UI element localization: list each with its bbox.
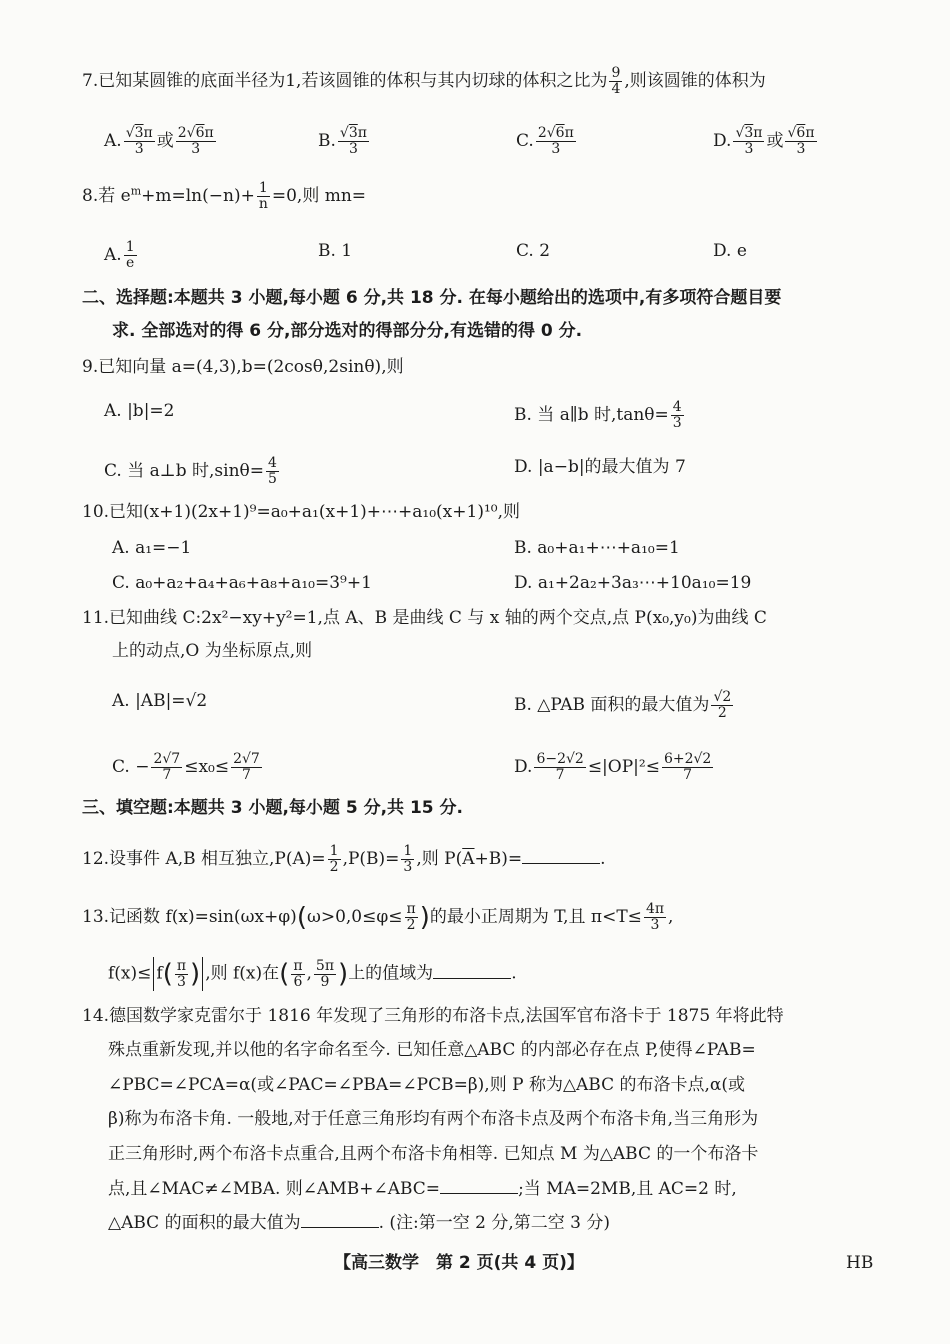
q11-stem-line1: 11.已知曲线 C:2x²−xy+y²=1,点 A、B 是曲线 C 与 x 轴的两个交点,点 P(x₀,y₀)为曲线 C <box>82 608 767 628</box>
q11-option-d: D. $\frac{6-2√2}{7}$ ≤|OP|²≤ $\frac{6+2√2}{7}$ <box>514 751 712 783</box>
q9-option-b: B. 当 a∥b 时,tanθ= $\frac{4}{3}$ <box>514 399 682 431</box>
q7-stem: 7.已知某圆锥的底面半径为1,若该圆锥的体积与其内切球的体积之比为 $\frac{9}{4}$ ,则该圆锥的体积为 <box>82 65 766 97</box>
q12-stem: 12.设事件 A,B 相互独立,P(A)= $\frac{1}{2}$ ,P(B)= $\frac{1}{3}$ ,则 $P(\overline{A}+B)=$ . <box>82 843 606 875</box>
section2-heading-line1: 二、选择题:本题共 3 小题,每小题 6 分,共 18 分. 在每小题给出的选项中,有多项符合题目要 <box>82 288 782 308</box>
q13-answer-blank[interactable] <box>433 962 511 979</box>
q13-line2: f(x)≤ f( $\frac{\pi}{3}$ ) ,则 f(x)在( $\frac{\pi}{6}$ , $\frac{5\pi}{9}$ )上的值域为 . <box>108 957 517 990</box>
q9-option-a: A. |b|=2 <box>104 401 175 421</box>
q14-line5: 正三角形时,两个布洛卡点重合,且两个布洛卡角相等. 已知点 M 为△ABC 的一个布洛卡 <box>108 1144 759 1164</box>
q8-stem: 8.若 $e^m+m=\ln(-n)+$ $\frac{1}{n}$ =0,则 mn= <box>82 180 367 212</box>
q14-line3: ∠PBC=∠PCA=α(或∠PAC=∠PBA=∠PCB=β),则 P 称为△ABC 的布洛卡点,α(或 <box>108 1075 746 1095</box>
q14-line4: β)称为布洛卡角. 一般地,对于任意三角形均有两个布洛卡点及两个布洛卡角,当三角形为 <box>108 1109 759 1129</box>
q10-option-a: A. a₁=−1 <box>112 538 192 558</box>
q14-line6: 点,且∠MAC≠∠MBA. 则∠AMB+∠ABC= ;当 MA=2MB,且 AC=2 时, <box>108 1179 737 1199</box>
q14-line2: 殊点重新发现,并以他的名字命名至今. 已知任意△ABC 的内部必存在点 P,使得∠PAB= <box>108 1040 756 1060</box>
q7-option-b: B. $\frac{√3\pi}{3}$ <box>318 125 367 157</box>
q13-line1: 13.记函数 f(x)=sin(ωx+φ)(ω>0,0≤φ≤ $\frac{\pi}{2}$ )的最小正周期为 T,且 π<T≤ $\frac{4\pi}{3}$ , <box>82 901 674 933</box>
q9-option-d: D. |a−b|的最大值为 7 <box>514 457 686 477</box>
q11-option-c: C. − $\frac{2√7}{7}$ ≤x₀≤ $\frac{2√7}{7}$ <box>112 751 260 783</box>
q11-stem-line2: 上的动点,O 为坐标原点,则 <box>112 641 313 661</box>
q14-answer-blank-2[interactable] <box>301 1211 379 1228</box>
q7-option-c: C. $\frac{2√6\pi}{3}$ <box>516 125 574 157</box>
section2-heading-line2: 求. 全部选对的得 6 分,部分选对的得部分分,有选错的得 0 分. <box>112 321 583 341</box>
q14-line1: 14.德国数学家克雷尔于 1816 年发现了三角形的布洛卡点,法国军官布洛卡于 1875 年将此特 <box>82 1006 784 1026</box>
q8-option-a: A. $\frac{1}{e}$ <box>104 239 135 271</box>
q8-option-c: C. 2 <box>516 241 551 261</box>
q8-option-d: D. e <box>713 241 747 261</box>
q12-answer-blank[interactable] <box>522 847 600 864</box>
q11-option-b: B. △PAB 面积的最大值为 $\frac{√2}{2}$ <box>514 689 732 721</box>
page-footer-label: 【高三数学 第 2 页(共 4 页)】 <box>334 1253 584 1273</box>
q10-stem: 10.已知(x+1)(2x+1)⁹=a₀+a₁(x+1)+⋯+a₁₀(x+1)¹⁰,则 <box>82 502 520 522</box>
q7-option-d: D. $\frac{√3\pi}{3}$ 或 $\frac{√6\pi}{3}$ <box>713 125 815 157</box>
q10-option-b: B. a₀+a₁+⋯+a₁₀=1 <box>514 538 680 558</box>
q10-option-d: D. a₁+2a₂+3a₃⋯+10a₁₀=19 <box>514 573 752 593</box>
page-footer-code: HB <box>846 1253 874 1273</box>
q10-option-c: C. a₀+a₂+a₄+a₆+a₈+a₁₀=3⁹+1 <box>112 573 372 593</box>
section3-heading: 三、填空题:本题共 3 小题,每小题 5 分,共 15 分. <box>82 798 463 818</box>
q9-option-c: C. 当 a⊥b 时,sinθ= $\frac{4}{5}$ <box>104 455 277 487</box>
q8-option-b: B. 1 <box>318 241 353 261</box>
q11-option-a: A. |AB|=√2 <box>112 691 208 711</box>
q7-option-a: A. $\frac{√3\pi}{3}$ 或 $\frac{2√6\pi}{3}$ <box>104 125 214 157</box>
q14-answer-blank-1[interactable] <box>440 1177 518 1194</box>
q9-stem: 9.已知向量 a=(4,3),b=(2cosθ,2sinθ),则 <box>82 357 404 377</box>
q14-line7: △ABC 的面积的最大值为 . (注:第一空 2 分,第二空 3 分) <box>108 1213 611 1233</box>
